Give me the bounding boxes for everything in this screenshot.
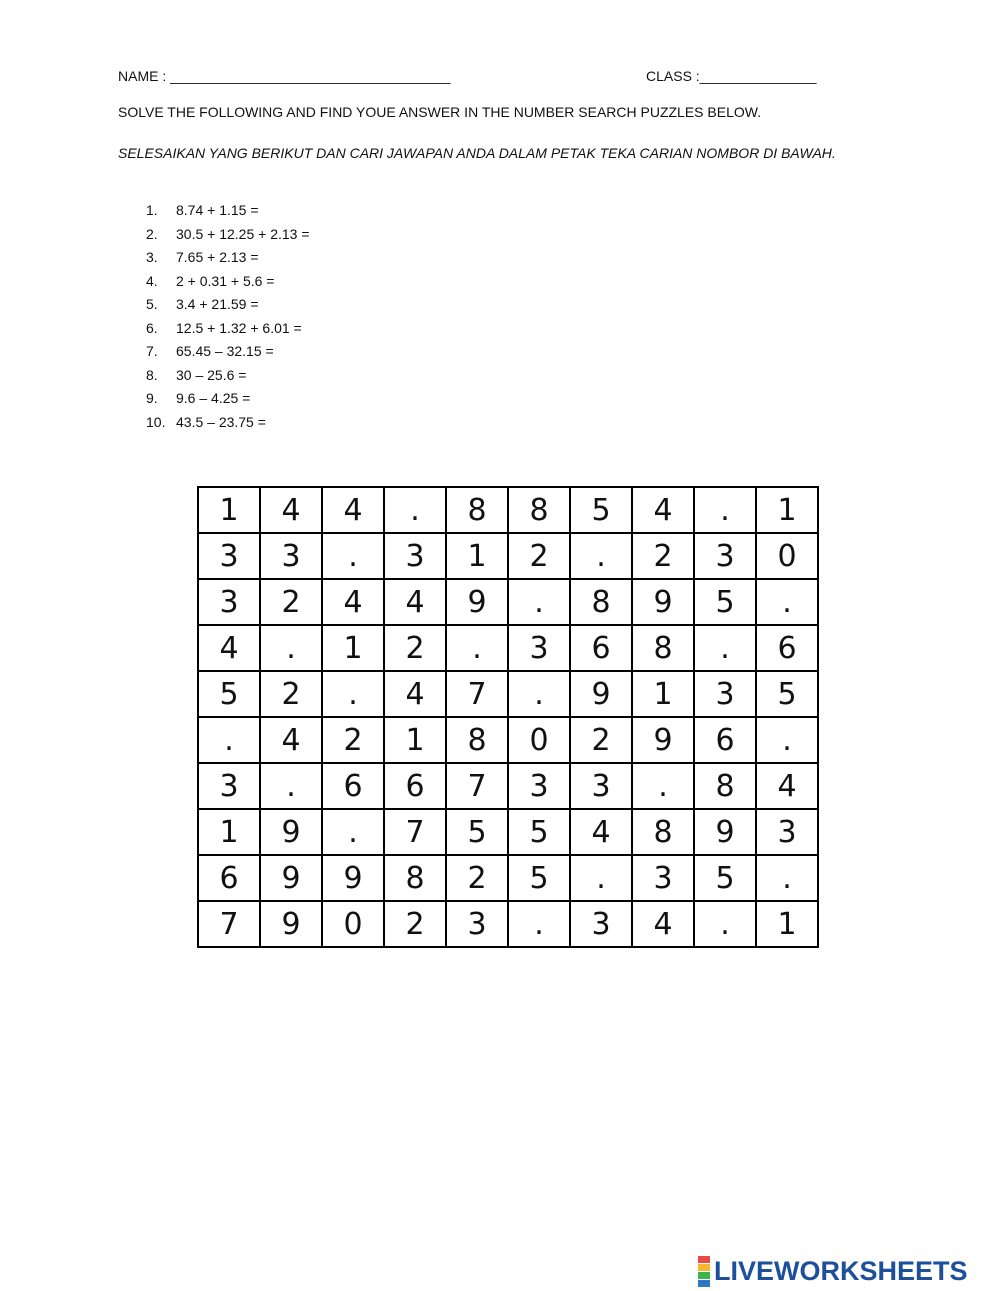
grid-cell[interactable]: 8 [632,625,694,671]
grid-row [198,855,818,901]
grid-cell[interactable]: 7 [446,763,508,809]
question-number: 9. [146,390,158,406]
question-number: 2. [146,225,158,242]
question-item [146,318,310,342]
grid-cell[interactable]: 1 [198,809,260,855]
grid-cell[interactable]: 8 [508,487,570,533]
grid-cell[interactable]: 3 [570,763,632,809]
logo-color-block [698,1272,710,1279]
grid-cell[interactable]: 2 [322,717,384,763]
grid-row [198,487,818,533]
grid-cell[interactable]: 2 [384,901,446,947]
grid-cell[interactable]: . [756,855,818,901]
grid-cell[interactable]: 3 [694,533,756,579]
grid-cell[interactable]: 3 [756,809,818,855]
grid-cell[interactable]: 3 [570,901,632,947]
grid-cell[interactable]: 9 [632,717,694,763]
question-text: 2 + 0.31 + 5.6 = [176,272,275,289]
grid-cell[interactable]: 5 [570,487,632,533]
grid-cell[interactable]: 2 [632,533,694,579]
question-item [146,271,310,295]
grid-cell[interactable]: 6 [570,625,632,671]
grid-cell[interactable]: . [694,901,756,947]
question-text: 30.5 + 12.25 + 2.13 = [176,225,310,242]
grid-cell[interactable]: 4 [632,487,694,533]
question-number: 10. [146,413,166,430]
question-number: 3. [146,249,158,265]
grid-cell[interactable]: 9 [694,809,756,855]
grid-cell[interactable]: . [508,671,570,717]
grid-cell[interactable]: . [756,579,818,625]
grid-cell[interactable]: 3 [446,901,508,947]
grid-cell[interactable]: 1 [632,671,694,717]
grid-cell[interactable]: 3 [508,625,570,671]
grid-cell[interactable]: . [322,533,384,579]
grid-cell[interactable]: 0 [756,533,818,579]
grid-row [198,901,818,947]
question-item [146,365,310,389]
question-item [146,412,310,436]
grid-row [198,579,818,625]
grid-cell[interactable]: . [508,901,570,947]
grid-cell[interactable]: 4 [384,579,446,625]
question-item [146,388,310,412]
grid-cell[interactable]: 6 [322,763,384,809]
grid-cell[interactable]: 6 [756,625,818,671]
grid-row [198,533,818,579]
grid-cell[interactable]: 3 [632,855,694,901]
question-text: 7.65 + 2.13 = [176,249,259,265]
grid-cell[interactable]: 9 [446,579,508,625]
grid-cell[interactable]: 3 [198,533,260,579]
question-text: 30 – 25.6 = [176,366,247,383]
grid-cell[interactable]: 4 [756,763,818,809]
grid-cell[interactable]: . [694,625,756,671]
grid-cell[interactable]: . [570,533,632,579]
grid-cell[interactable]: 5 [446,809,508,855]
question-text: 8.74 + 1.15 = [176,202,259,218]
grid-row [198,717,818,763]
grid-cell[interactable]: 2 [260,579,322,625]
question-number: 6. [146,319,158,336]
grid-cell[interactable]: 3 [508,763,570,809]
grid-cell[interactable]: 7 [446,671,508,717]
grid-cell[interactable]: . [260,763,322,809]
grid-cell[interactable]: 3 [198,579,260,625]
grid-cell[interactable]: 4 [632,901,694,947]
grid-cell[interactable]: 1 [446,533,508,579]
grid-cell[interactable]: 4 [260,717,322,763]
grid-cell[interactable]: . [632,763,694,809]
grid-cell[interactable]: . [260,625,322,671]
grid-cell[interactable]: 6 [384,763,446,809]
question-text: 3.4 + 21.59 = [176,296,259,312]
grid-row [198,625,818,671]
grid-cell[interactable]: 9 [570,671,632,717]
grid-cell[interactable]: 4 [198,625,260,671]
grid-cell[interactable]: 2 [446,855,508,901]
grid-cell[interactable]: 9 [260,855,322,901]
grid-cell[interactable]: 5 [508,809,570,855]
grid-cell[interactable]: 8 [446,487,508,533]
question-text: 43.5 – 23.75 = [176,413,266,430]
grid-cell[interactable]: 6 [694,717,756,763]
grid-cell[interactable]: 4 [384,671,446,717]
grid-row [198,671,818,717]
question-number: 7. [146,343,158,359]
question-item [146,224,310,248]
grid-cell[interactable]: 8 [632,809,694,855]
grid-cell[interactable]: 5 [198,671,260,717]
question-number: 8. [146,366,158,383]
question-number: 5. [146,296,158,312]
question-item [146,341,310,365]
class-field-label: CLASS :_______________ [646,68,817,84]
grid-cell[interactable]: 7 [198,901,260,947]
grid-cell[interactable]: 5 [756,671,818,717]
logo-color-block [698,1280,710,1287]
grid-cell[interactable]: 3 [198,763,260,809]
grid-row [198,763,818,809]
grid-cell[interactable]: 4 [322,487,384,533]
logo-mark-icon [698,1256,710,1287]
grid-cell[interactable]: 1 [384,717,446,763]
number-search-grid [197,486,819,948]
grid-cell[interactable]: 9 [260,809,322,855]
grid-cell[interactable]: 0 [322,901,384,947]
grid-row [198,809,818,855]
grid-cell[interactable]: . [384,487,446,533]
grid-cell[interactable]: 8 [384,855,446,901]
grid-cell[interactable]: . [570,855,632,901]
grid-cell[interactable]: 7 [384,809,446,855]
grid-cell[interactable]: 5 [694,855,756,901]
grid-cell[interactable]: 1 [198,487,260,533]
question-text: 65.45 – 32.15 = [176,343,274,359]
grid-cell[interactable]: . [322,809,384,855]
grid-cell[interactable]: 2 [260,671,322,717]
question-item [146,247,310,271]
question-number: 4. [146,272,158,289]
grid-cell[interactable]: 3 [260,533,322,579]
grid-cell[interactable]: 5 [694,579,756,625]
liveworksheets-logo [698,1256,968,1286]
grid-cell[interactable]: 2 [384,625,446,671]
grid-cell[interactable]: 9 [260,901,322,947]
logo-text: LIVEWORKSHEETS [714,1255,968,1286]
grid-cell[interactable]: . [322,671,384,717]
grid-cell[interactable]: 2 [508,533,570,579]
grid-cell[interactable]: 3 [384,533,446,579]
grid-cell[interactable]: 8 [570,579,632,625]
name-field-label: NAME : ____________________________________ [118,68,451,84]
grid-cell[interactable]: 9 [632,579,694,625]
grid-cell[interactable]: 9 [322,855,384,901]
grid-cell[interactable]: 6 [198,855,260,901]
grid-cell[interactable]: 4 [260,487,322,533]
grid-cell[interactable]: 8 [694,763,756,809]
grid-cell[interactable]: . [508,579,570,625]
question-text: 12.5 + 1.32 + 6.01 = [176,319,302,336]
question-number: 1. [146,202,158,218]
logo-color-block [698,1256,710,1263]
grid-cell[interactable]: 1 [756,487,818,533]
grid-cell[interactable]: 2 [570,717,632,763]
grid-cell[interactable]: . [446,625,508,671]
question-text: 9.6 – 4.25 = [176,390,251,406]
question-item [146,200,310,224]
grid-cell[interactable]: . [756,717,818,763]
grid-cell[interactable]: 8 [446,717,508,763]
grid-cell[interactable]: 5 [508,855,570,901]
grid-cell[interactable]: 3 [694,671,756,717]
grid-cell[interactable]: 4 [322,579,384,625]
instruction-english: SOLVE THE FOLLOWING AND FIND YOUE ANSWER IN THE NUMBER SEARCH PUZZLES BELOW. [118,104,762,120]
instruction-malay: SELESAIKAN YANG BERIKUT DAN CARI JAWAPAN ANDA DALAM PETAK TEKA CARIAN NOMBOR DI BAWAH. [118,145,836,161]
logo-color-block [698,1264,710,1271]
grid-cell[interactable]: 1 [322,625,384,671]
grid-cell[interactable]: 1 [756,901,818,947]
grid-cell[interactable]: 4 [570,809,632,855]
grid-cell[interactable]: . [198,717,260,763]
question-list [146,200,310,435]
question-item [146,294,310,318]
grid-cell[interactable]: . [694,487,756,533]
grid-cell[interactable]: 0 [508,717,570,763]
